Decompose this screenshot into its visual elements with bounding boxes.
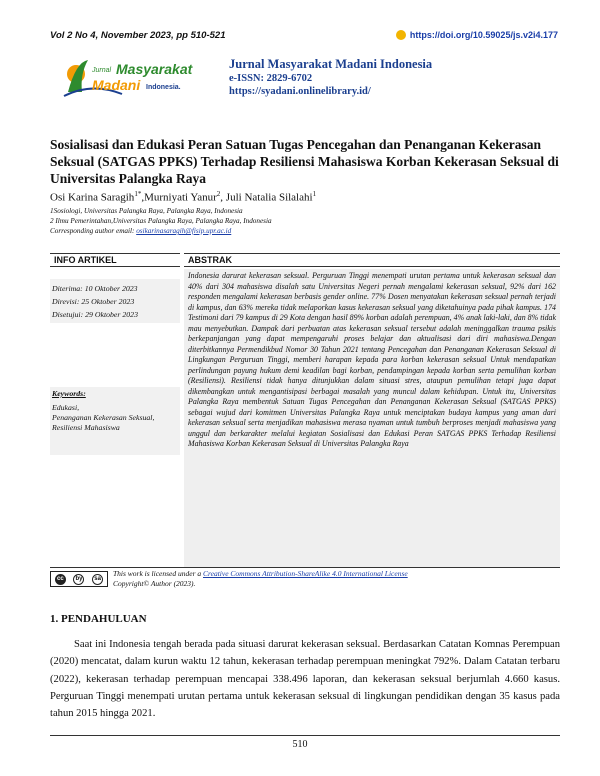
license-link[interactable]: Creative Commons Attribution-ShareAlike 4.0 International License: [203, 569, 408, 578]
page-number: 510: [292, 739, 308, 750]
license-prefix: This work is licensed under a: [113, 569, 203, 578]
keywords-block: [50, 387, 180, 455]
keyword-2: Penanganan Kekerasan Seksual,: [52, 413, 155, 422]
journal-logo-graphic: [62, 52, 202, 100]
footer-rule: [50, 735, 560, 736]
section-paragraph: Saat ini Indonesia tengah berada pada situasi darurat kekerasan seksual. Berdasarkan Catatan Komnas Perempuan (2020) mencatat, dalam kurun waktu 12 tahun, kekerasan terhadap perempuan meningkat 792%. Dalam Catatan terbaru (2022), kekerasan terhadap perempuan mencapai 338.496 laporan, dan kekerasan seksual berjumlah 4.660 kasus. Perguruan Tinggi menempati urutan pertama untuk kekerasan seksual di lingkungan pendidikan dengan 35 kasus pada tahun 2015 hingga 2021.: [50, 639, 560, 720]
affiliation-1: 1Sosiologi, Universitas Palangka Raya, Palangka Raya, Indonesia: [50, 207, 243, 215]
box-bottom-rule: [50, 567, 560, 568]
cc-by-sa-badge[interactable]: [50, 571, 108, 587]
affiliations: [50, 206, 272, 236]
keyword-3: Resiliensi Mahasiswa: [52, 423, 120, 432]
article-dates: [50, 279, 180, 323]
logo-word-masyarakat: Masyarakat: [116, 61, 193, 77]
abstract-text: Indonesia darurat kekerasan seksual. Perguruan Tinggi menempati urutan pertama untuk kekerasan seksual dan 40% dari 304 mahasiswa disalah satu Universitas Negeri pernah mengalami kekerasan seksual, 92% dari 162 responden mengalami kekerasan berbasis gender online. 77% Dosen menyatakan kekerasan seksual pernah terjadi di kampus, dan 63% mereka tidak melaporkan kasus kekerasan seksual yang diketahuinya pada pihak kampus. 174 Testimoni dari 79 kampus di 29 Kota dengan hasil 89% korban adalah perempuan, 4% anak laki-laki, dan 8% tidak mau menyebutkan. Dampak dari perbuatan atas kekerasan seksual tersebut adalah meninggalkan trauma psikis berkepanjangan yang dapat mempengaruhi proses belajar dan aktualisasi dari diri mahasiswa.Dengan diterbitkannya Permendikbud Nomor 30 Tahun 2021 tentang Pencegahan dan Penanganan Kekerasan Seksual di Lingkungan Perguruan Tinggi, memberi harapan kepada para korban kekerasan seksual Untuk mendapatkan perlindungan payung hukum demi keadilan bagi korban, pendampingan kepada korban serta pemulihan korban (Resiliensi). Resiliensi tidak hanya ditunjukkan dalam situasi stres, ataupun pemulihan tetapi juga dapat dikembangkan untuk mengantisipasi berbagai masalah yang muncul dalam kehidupan. Untuk itu, Universitas Palangka Raya membentuk Satuan Tugas Pencegahan dan Penanganan Kekerasan Seksual (SATGAS PPKS) sebagai wujud dari komitmen Universitas Palangka Raya untuk menciptakan budaya kampus yang aman dari kekerasan seksual serta menjadikan mahasiswa merasa nyaman untuk tumbuh berproses menjadi mahasiswa yang unggul dan berkarakter melalui kegiatan Sosialisasi dan Edukasi Peran SATGAS PPKS Terhadap Resiliensi Mahasiswa Korban Kekerasan Seksual di Universitas Palangka Raya: [184, 269, 560, 567]
copyright: Copyright© Author (2023).: [113, 579, 196, 588]
logo-word-jurnal: Jurnal: [92, 67, 112, 74]
doi-text: https://doi.org/10.59025/js.v2i4.177: [409, 30, 558, 40]
doi-icon: [396, 30, 406, 40]
date-received: Diterima: 10 Oktober 2023: [52, 284, 138, 293]
sa-icon: sa: [92, 574, 103, 585]
corresponding-email[interactable]: osikarinasaragih@fisip.upr.ac.id: [136, 227, 232, 235]
logo-word-madani: Madani: [92, 77, 141, 93]
journal-header: [229, 57, 432, 98]
abstract-heading: ABSTRAK: [184, 253, 560, 267]
volume-line: Vol 2 No 4, November 2023, pp 510-521: [50, 30, 226, 41]
journal-issn: e-ISSN: 2829-6702: [229, 73, 313, 84]
keywords-label: Keywords:: [52, 389, 86, 398]
article-authors: Osi Karina Saragih$^{1*}$,Murniyati Yanur$^2$, Juli Natalia Silalahi$^1$: [50, 190, 317, 204]
info-heading: INFO ARTIKEL: [50, 253, 180, 267]
keyword-1: Edukasi,: [52, 403, 80, 412]
section-heading: 1. PENDAHULUAN: [50, 613, 147, 625]
journal-name: Jurnal Masyarakat Madani Indonesia: [229, 57, 433, 71]
doi-link[interactable]: [396, 30, 558, 40]
article-title: Sosialisasi dan Edukasi Peran Satuan Tugas Pencegahan dan Penanganan Kekerasan Seksual (SATGAS PPKS) Terhadap Resiliensi Mahasiswa Korban Kekerasan Seksual di Universitas Palangka Raya: [50, 137, 559, 186]
date-revised: Direvisi: 25 Oktober 2023: [52, 297, 135, 306]
journal-url[interactable]: https://syadani.onlinelibrary.id/: [229, 86, 371, 97]
license-text: [113, 569, 408, 589]
affiliation-2: 2 Ilmu Pemerintahan,Universitas Palangka Raya, Palangka Raya, Indonesia: [50, 217, 272, 225]
running-header: [50, 30, 558, 44]
corresponding-label: Corresponding author email:: [50, 227, 137, 235]
corresponding-author: [50, 226, 272, 236]
article-info-box: [50, 253, 560, 567]
cc-icon: cc: [55, 574, 66, 585]
license-block: [50, 569, 560, 591]
journal-logo: [62, 52, 202, 100]
by-icon: by: [73, 574, 84, 585]
logo-word-indonesia: Indonesia.: [146, 84, 181, 91]
date-accepted: Disetujui: 29 Oktober 2023: [52, 310, 138, 319]
